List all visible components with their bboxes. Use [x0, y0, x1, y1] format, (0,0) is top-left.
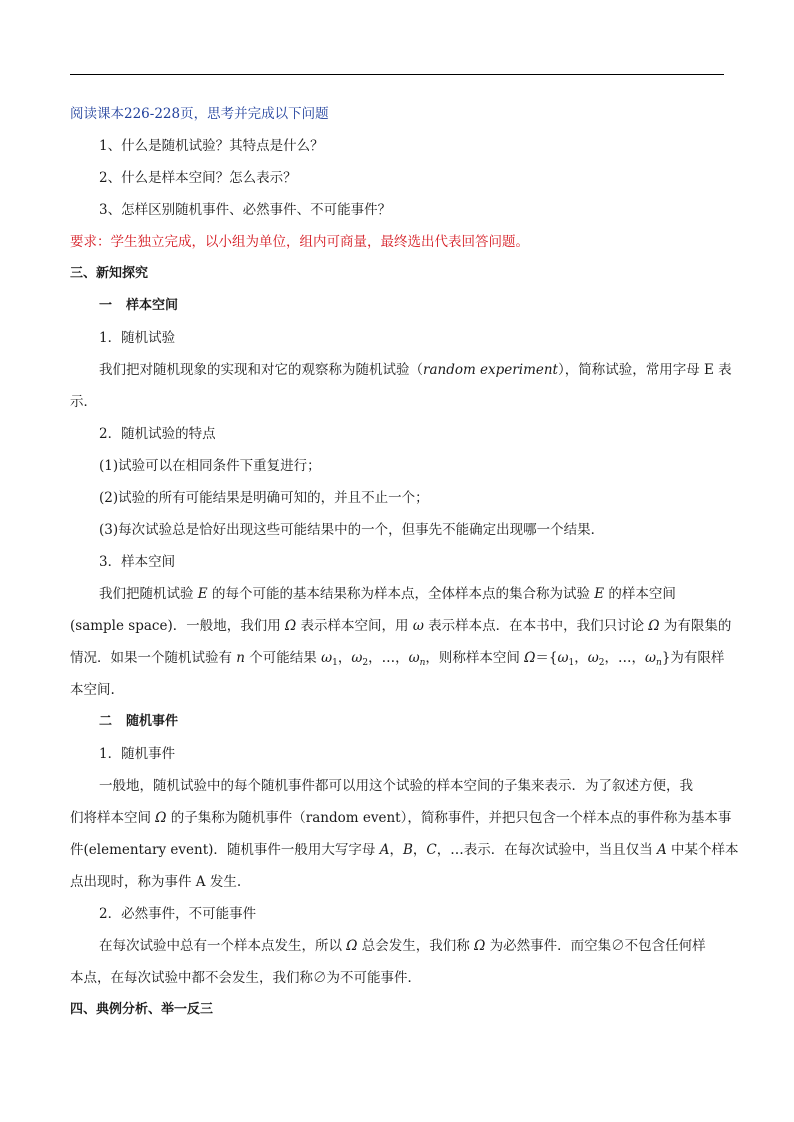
paragraph-line: 在每次试验中总有一个样本点发生，所以 Ω 总会发生，我们称 Ω 为必然事件．而空集∅不包含任何样 — [99, 938, 706, 954]
subsection-sample-space: 3．样本空间 — [99, 554, 176, 570]
section-3-title: 三、新知探究 — [70, 266, 149, 281]
subsection-features: 2．随机试验的特点 — [99, 426, 216, 442]
subsection-random-experiment: 1．随机试验 — [99, 330, 176, 346]
feature-2: (2)试验的所有可能结果是明确可知的，并且不止一个； — [99, 490, 429, 506]
part-2-heading — [99, 710, 178, 729]
paragraph-line: (sample space)．一般地，我们用 Ω 表示样本空间，用 ω 表示样本点．在本书中，我们只讨论 Ω 为有限集的 — [70, 618, 732, 634]
requirement-note: 要求：学生独立完成，以小组为单位，组内可商量，最终选出代表回答问题。 — [70, 234, 529, 250]
subsection-random-event: 1．随机事件 — [99, 746, 176, 762]
paragraph-line: 我们把随机试验 E 的每个可能的基本结果称为样本点，全体样本点的集合称为试验 E 的样本空间 — [99, 586, 676, 602]
paragraph-line: 示． — [70, 394, 97, 410]
paragraph-line: 点出现时，称为事件 A 发生. — [70, 874, 242, 890]
reading-heading: 阅读课本226-228页，思考并完成以下问题 — [70, 106, 329, 122]
part-1-heading — [99, 294, 178, 313]
feature-1: (1)试验可以在相同条件下重复进行； — [99, 458, 321, 474]
part-2-title: 随机事件 — [126, 714, 179, 729]
paragraph-line: 一般地，随机试验中的每个随机事件都可以用这个试验的样本空间的子集来表示．为了叙述方便，我 — [99, 778, 693, 794]
part-2-number: 二 — [99, 714, 113, 729]
term-random-experiment: random experiment — [423, 362, 558, 378]
section-4-title: 四、典例分析、举一反三 — [70, 1002, 214, 1017]
paragraph-line: 情况．如果一个随机试验有 n 个可能结果 $\omega_1$，$\omega_2$，…，$\omega_n$，则称样本空间 $\Omega=\{\omega_1$，$\omega_2$，…，$\omega_n$}为有限样 — [70, 650, 725, 668]
part-1-title: 样本空间 — [126, 298, 179, 313]
question-3: 3、怎样区别随机事件、必然事件、不可能事件？ — [99, 202, 392, 218]
paragraph-line: 件(elementary event)．随机事件一般用大写字母 A，B，C，…表示．在每次试验中，当且仅当 A 中某个样本 — [70, 842, 739, 858]
paragraph-line: 我们把对随机现象的实现和对它的观察称为随机试验（random experiment），简称试验，常用字母 E 表 — [99, 362, 732, 378]
part-1-number: 一 — [99, 298, 113, 313]
paragraph-line: 本点，在每次试验中都不会发生，我们称∅为不可能事件． — [70, 970, 421, 986]
subsection-certain-impossible: 2．必然事件，不可能事件 — [99, 906, 257, 922]
feature-3: (3)每次试验总是恰好出现这些可能结果中的一个，但事先不能确定出现哪一个结果． — [99, 522, 605, 538]
paragraph-line: 们将样本空间 Ω 的子集称为随机事件（random event），简称事件，并把只包含一个样本点的事件称为基本事 — [70, 810, 732, 826]
paragraph-line: 本空间. — [70, 682, 115, 698]
header-rule — [70, 74, 724, 75]
question-2: 2、什么是样本空间？怎么表示？ — [99, 170, 297, 186]
question-1: 1、什么是随机试验？其特点是什么？ — [99, 138, 324, 154]
